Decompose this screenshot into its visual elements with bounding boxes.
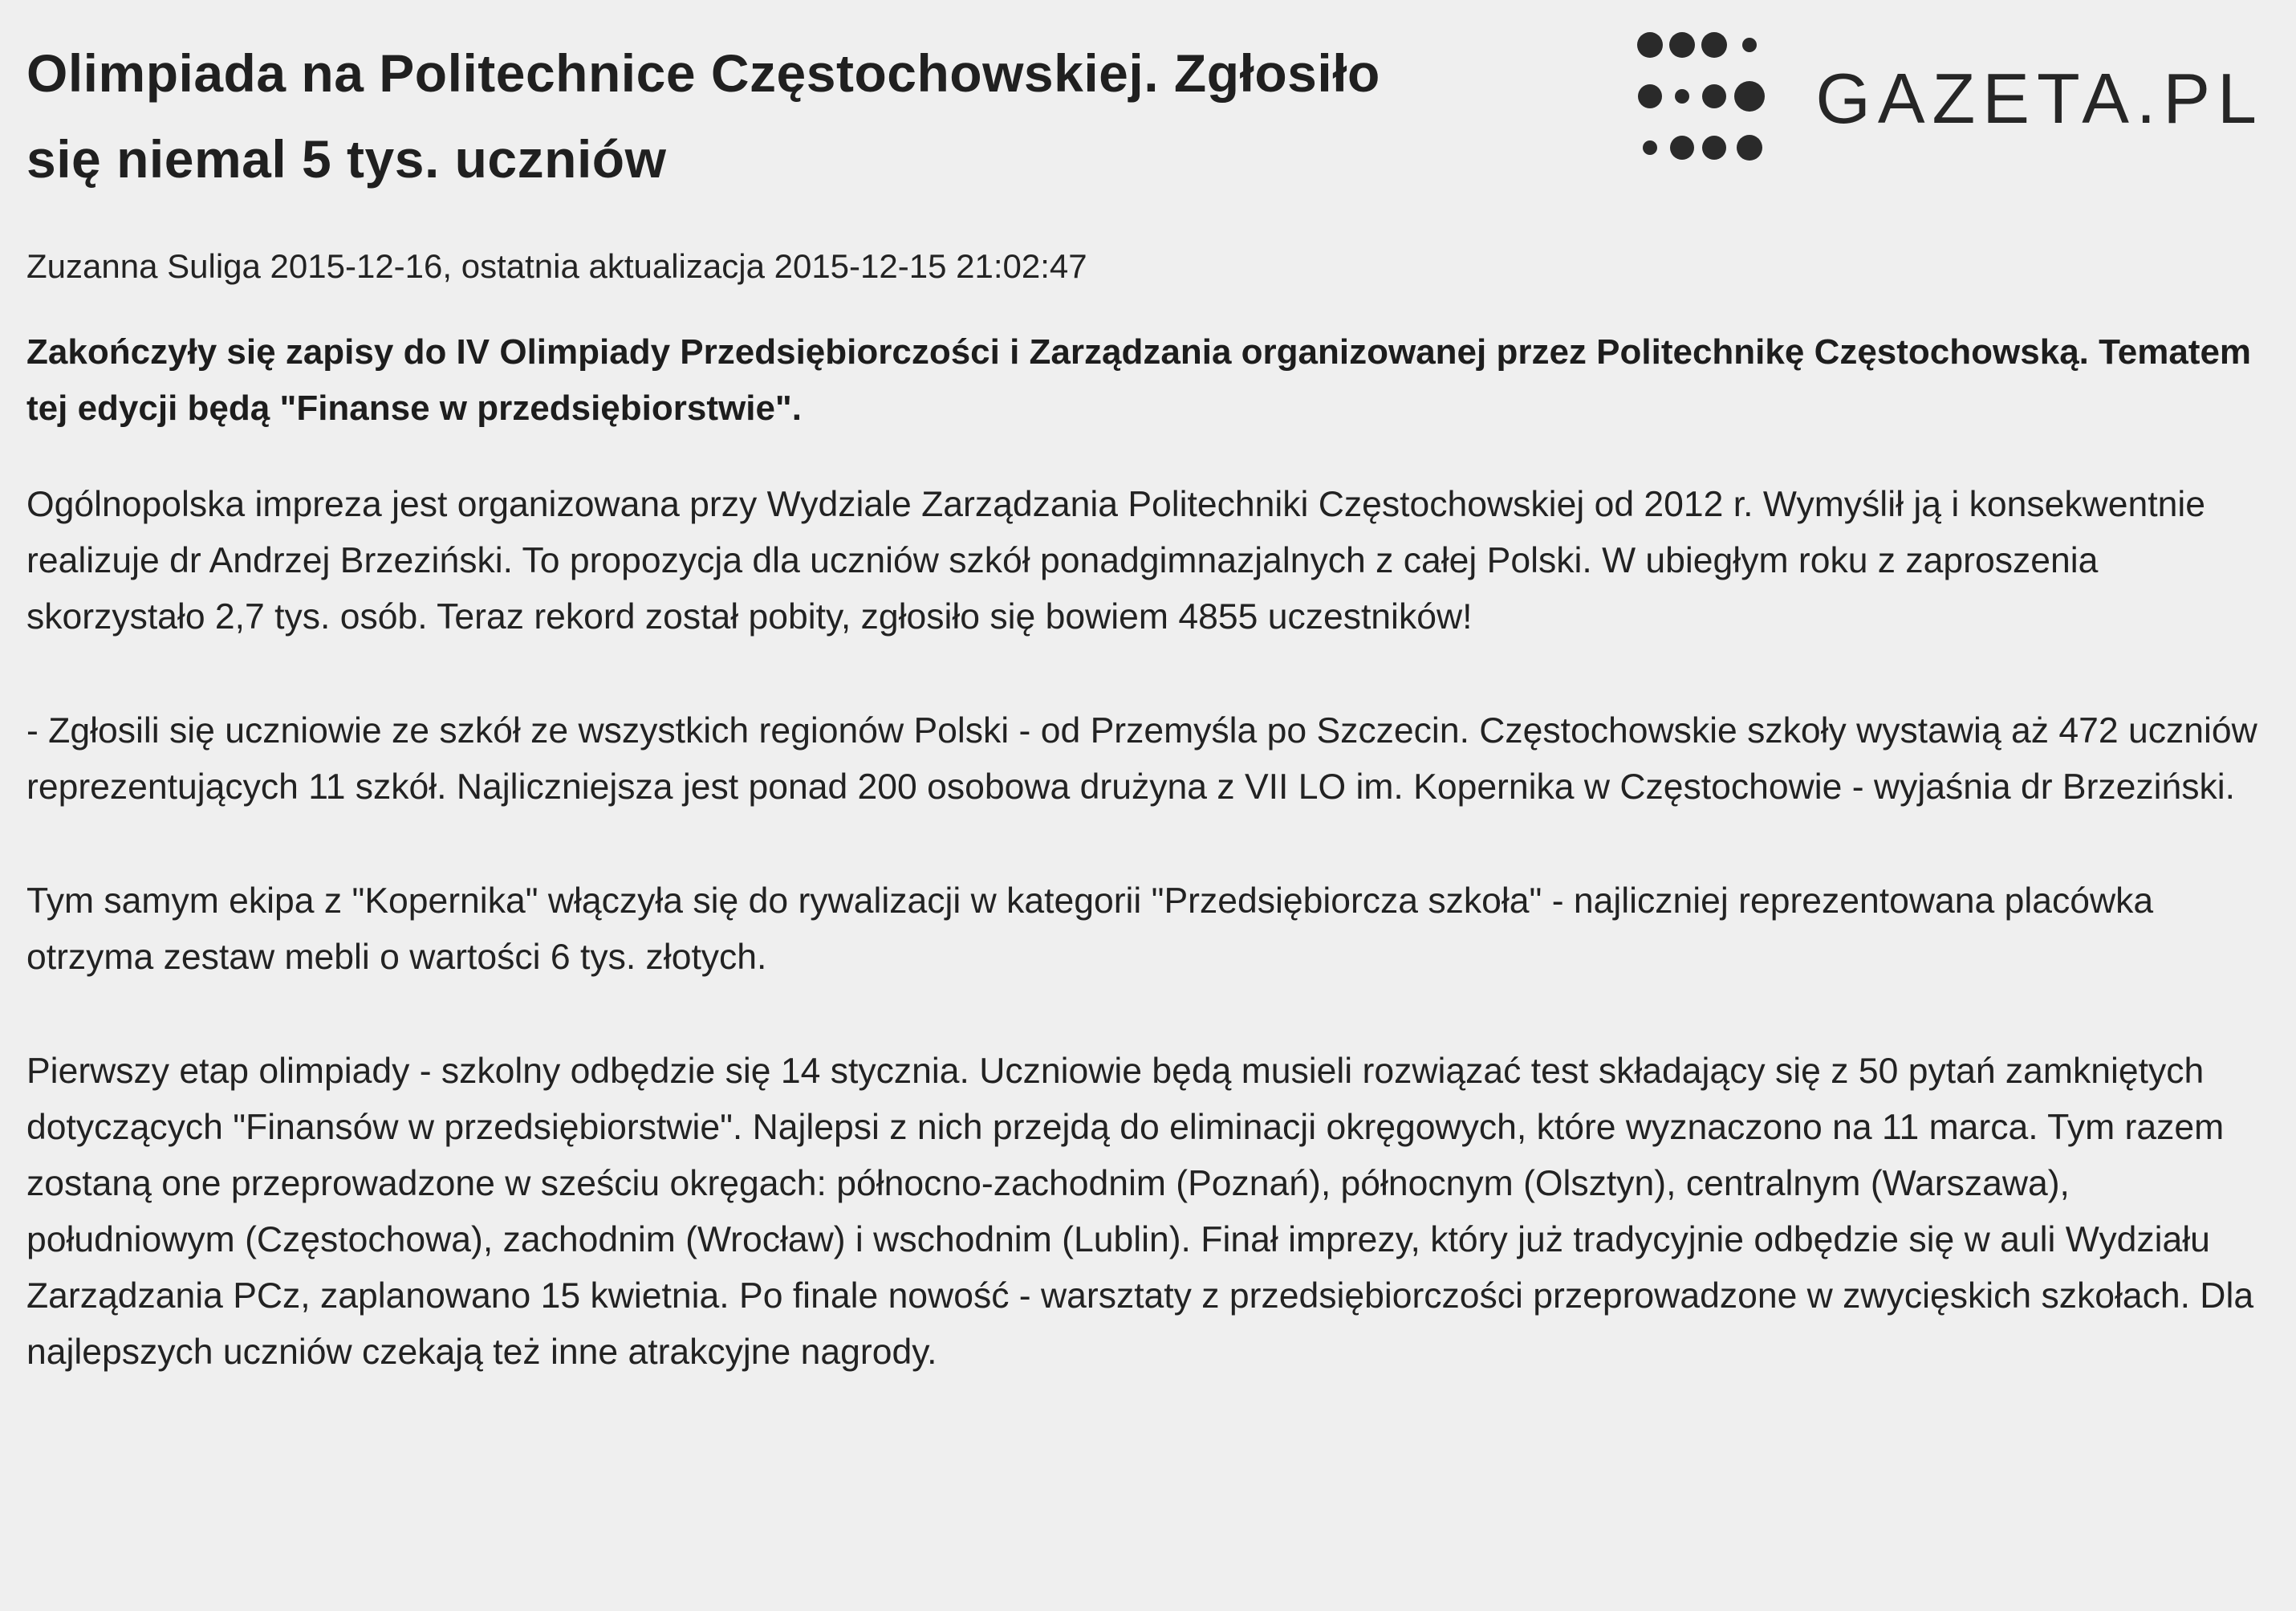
article-paragraph: Tym samym ekipa z "Kopernika" włączyła się do rywalizacji w kategorii "Przedsiębiorcza szkoła" - najliczniej reprezentowana placówka otrzyma zestaw mebli o wartości 6 tys. złotych. (26, 881, 2154, 977)
article-title: Olimpiada na Politechnice Częstochowskiej. Zgłosiło się niemal 5 tys. uczniów (26, 43, 1380, 189)
article-paragraph: Pierwszy etap olimpiady - szkolny odbędzie się 14 stycznia. Uczniowie będą musieli rozwiązać test składający się z 50 pytań zamkniętych dotyczących "Finansów w przedsiębiorstwie". Najlepsi z nich przejdą do eliminacji okręgowych, które wyznaczono na 11 marca. Tym razem zostaną one przeprowadzone w sześciu okręgach: północno-zachodnim (Poznań), północnym (Olsztyn), centralnym (Warszawa), południowym (Częstochowa), zachodnim (Wrocław) i wschodnim (Lublin). Finał imprezy, który już tradycyjnie odbędzie się w auli Wydziału Zarządzania PCz, zaplanowano 15 kwietnia. Po finale nowość - warsztaty z przedsiębiorczości przeprowadzone w zwycięskich szkołach. Dla najlepszych uczniów czekają też inne atrakcyjne nagrody. (26, 1052, 2254, 1372)
article-lead: Zakończyły się zapisy do IV Olimpiady Przedsiębiorczości i Zarządzania organizowanej przez Politechnikę Częstochowską. Tematem tej edycji będą "Finanse w przedsiębiorstwie". (26, 332, 2252, 428)
article-paragraph: Ogólnopolska impreza jest organizowana przy Wydziale Zarządzania Politechniki Częstochowskiej od 2012 r. Wymyślił ją i konsekwentnie realizuje dr Andrzej Brzeziński. To propozycja dla uczniów szkół ponadgimnazjalnych z całej Polski. W ubiegłym roku z zaproszenia skorzystało 2,7 tys. osób. Teraz rekord został pobity, zgłosiło się bowiem 4855 uczestników! (26, 485, 2205, 637)
article-header (26, 31, 2264, 202)
gazeta-logo[interactable] (1637, 31, 2264, 167)
dot-grid-logo-icon (1637, 31, 1766, 167)
logo-text: GAZETA.PL (1815, 59, 2264, 138)
article-byline: Zuzanna Suliga 2015-12-16, ostatnia aktualizacja 2015-12-15 21:02:47 (26, 247, 1087, 285)
article-paragraph: - Zgłosili się uczniowie ze szkół ze wszystkich regionów Polski - od Przemyśla po Szczecin. Częstochowskie szkoły wystawią aż 472 uczniów reprezentujących 11 szkół. Najliczniejsza jest ponad 200 osobowa drużyna z VII LO im. Kopernika w Częstochowie - wyjaśnia dr Brzeziński. (26, 711, 2257, 807)
